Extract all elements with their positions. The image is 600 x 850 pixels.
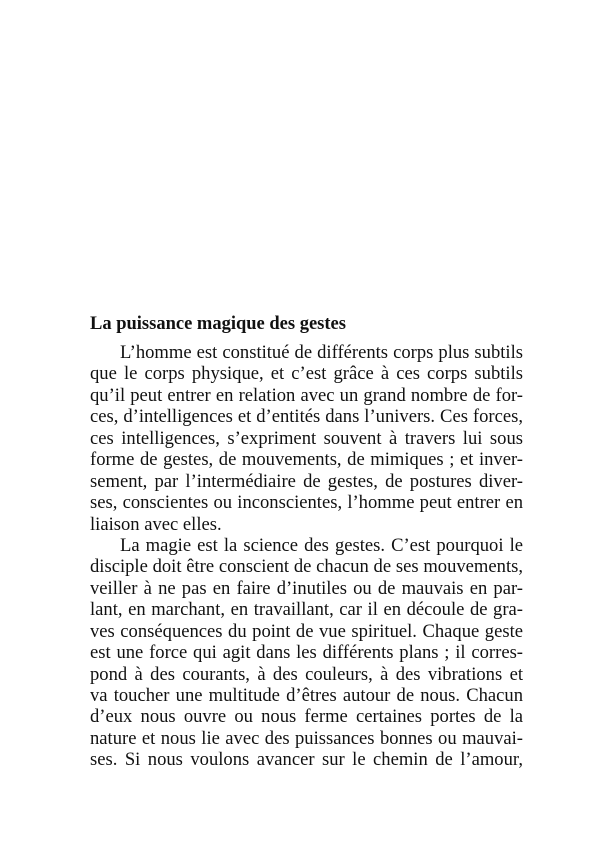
text-line: ves conséquences du point de vue spirituel. Chaque geste [90,620,523,642]
text-line: que le corps physique, et c’est grâce à ces corps subtils [90,363,523,385]
text-line: La magie est la science des gestes. C’est pourquoi le [120,534,523,556]
text-line: va toucher une multitude d’êtres autour de nous. Chacun [90,685,523,706]
document-page [90,313,523,771]
text-line: pond à des courants, à des couleurs, à des vibrations et [90,663,523,685]
text-line: forme de gestes, de mouvements, de mimiques ; et inver- [90,449,523,471]
text-line: veiller à ne pas en faire d’inutiles ou de mauvais en par- [90,577,523,599]
text-line: sement, par l’intermédiaire de gestes, de postures diver- [90,470,523,492]
text-line: ces, d’intelligences et d’entités dans l’univers. Ces forces, [90,406,523,428]
text-line: liaison avec elles. [90,513,222,535]
section-heading: La puissance magique des gestes [90,314,346,334]
text-line: ses. Si nous voulons avancer sur le chemin de l’amour, [90,749,523,771]
text-line: ces intelligences, s’expriment souvent à travers lui sous [90,427,523,449]
text-line: est une force qui agit dans les différents plans ; il corres- [90,642,523,664]
text-line: ses, conscientes ou inconscientes, l’homme peut entrer en [90,492,523,514]
text-line: L’homme est constitué de différents corps plus subtils [120,342,523,363]
paragraph-2 [90,535,523,771]
text-line: nature et nous lie avec des puissances bonnes ou mauvai- [90,727,523,749]
text-line: lant, en marchant, en travaillant, car il en découle de gra- [90,599,523,621]
paragraph-1 [90,342,523,535]
text-line: d’eux nous ouvre ou nous ferme certaines portes de la [90,706,523,728]
text-line: disciple doit être conscient de chacun de ses mouvements, [90,556,523,578]
text-line: qu’il peut entrer en relation avec un grand nombre de for- [90,384,523,406]
